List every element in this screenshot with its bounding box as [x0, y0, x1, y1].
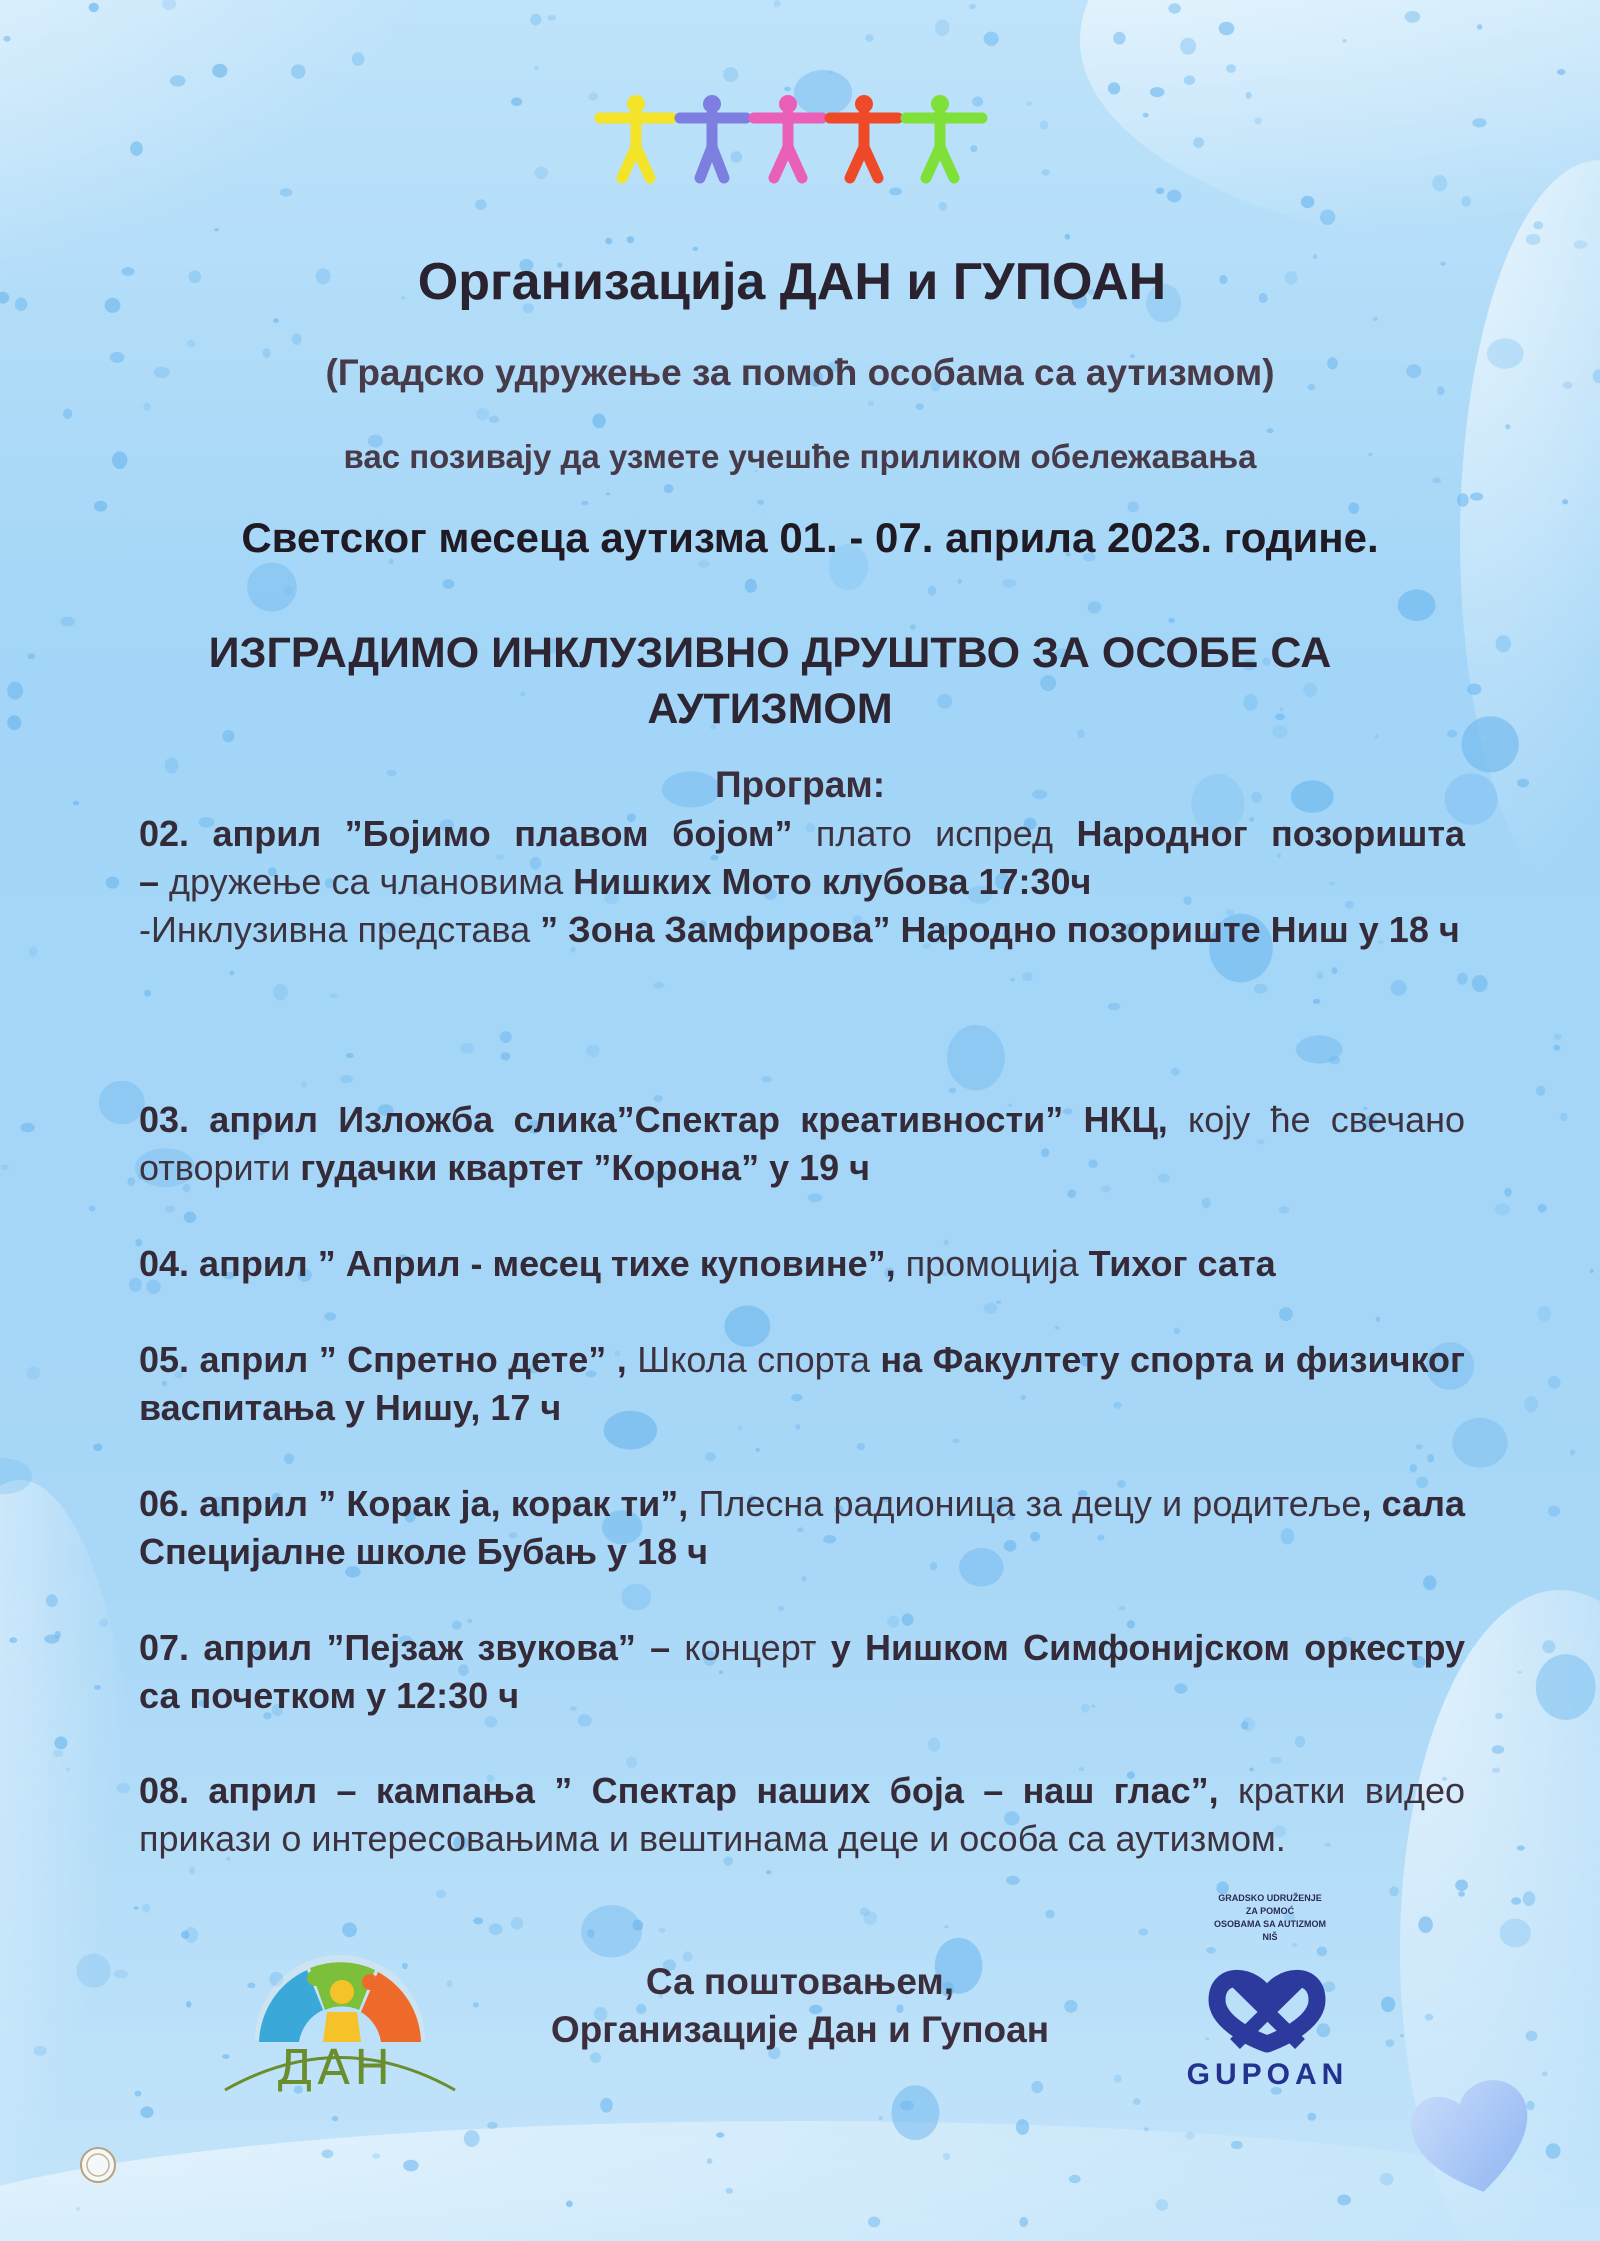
slogan — [140, 625, 1400, 737]
month-line: Светског месеца аутизма 01. - 07. априла 2023. године. — [241, 514, 1379, 561]
badge-icon — [78, 2145, 118, 2185]
invite-text: вас позивају да узмете учешће приликом обележавања — [343, 438, 1257, 475]
program-item: 04. април ” Април - месец тихе куповине”, промоција Тихог сата — [139, 1243, 1276, 1284]
program-item — [139, 810, 1465, 954]
people-chain-icon — [590, 92, 990, 184]
gupoan-infinity-logo-icon — [1205, 1958, 1330, 2053]
program-heading: Програм: — [714, 764, 886, 805]
regards-line-1: Са поштовањем, — [645, 1961, 955, 2002]
page-title: Организација ДАН и ГУПОАН — [417, 253, 1167, 311]
program-item: 08. април – кампања ” Спектар наших боја – наш глас”, кратки видео прикази о интересовањима и вештинама деце и особа са аутизмом. — [139, 1770, 1465, 1859]
dan-logo-text: ДАН — [275, 2040, 395, 2096]
program-item: 03. април Изложба слика”Спектар креативности” НКЦ, коју ће свечано отворити гудачки квартет ”Корона” у 19 ч — [139, 1099, 1465, 1188]
program-item: 05. април ” Спретно дете” , Школа спорта на Факултету спорта и физичког васпитања у Нишу, 17 ч — [139, 1339, 1466, 1428]
gupoan-small-line: OSOBAMA SA AUTIZMOM — [1214, 1919, 1326, 1929]
subtitle: (Градско удружење за помоћ особама са аутизмом) — [325, 352, 1275, 393]
regards — [500, 1958, 1100, 2054]
program-item: 07. април ”Пејзаж звукова” – концерт у Нишком Симфонијском оркестру са почетком у 12:30 ч — [139, 1627, 1465, 1716]
program-item: 06. април ” Корак ја, корак ти”, Плесна радионица за децу и родитеље, сала Специјалне школе Бубањ у 18 ч — [139, 1483, 1466, 1572]
gupoan-small-line: NIŠ — [1262, 1932, 1278, 1942]
heart-icon — [1405, 2075, 1540, 2200]
slogan-line-1: ИЗГРАДИМО ИНКЛУЗИВНО ДРУШТВО ЗА ОСОБЕ СА — [208, 629, 1332, 677]
program-item-line: 02. април ”Бојимо плавом бојом” плато испред Народног позоришта — [139, 813, 1466, 854]
program-item-line: -Инклузивна представа ” Зона Замфирова” Народно позориште Ниш у 18 ч — [139, 909, 1460, 950]
slogan-line-2: АУТИЗМОМ — [647, 685, 893, 733]
gupoan-small-line: ZA POMOĆ — [1245, 1906, 1295, 1916]
gupoan-logo-text: GUPOAN — [1186, 2058, 1349, 2091]
gupoan-small-text — [1195, 1892, 1345, 1944]
gupoan-small-line: GRADSKO UDRUŽENJE — [1218, 1893, 1322, 1903]
regards-line-2: Организације Дан и Гупоан — [550, 2009, 1050, 2050]
program-item-line: – дружење са члановима Нишких Мото клубова 17:30ч — [139, 861, 1092, 902]
